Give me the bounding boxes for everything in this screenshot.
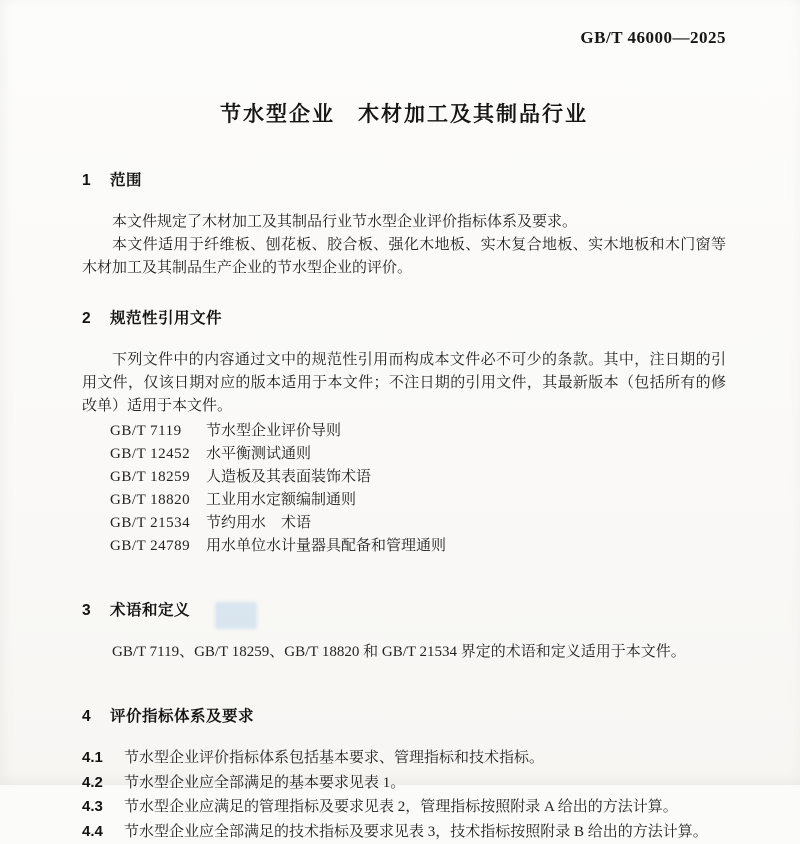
- section-4-number: 4: [82, 708, 96, 726]
- reference-item: [110, 466, 726, 489]
- section-4-heading: [82, 704, 726, 726]
- section-1-title: 范围: [110, 172, 142, 189]
- section-3-heading: [82, 598, 726, 620]
- section-2-number: 2: [82, 310, 96, 328]
- section-1-paragraph: 本文件规定了木材加工及其制品行业节水型企业评价指标体系及要求。: [82, 211, 726, 234]
- page-title: 节水型企业 木材加工及其制品行业: [82, 98, 726, 128]
- section-3-number: 3: [82, 602, 96, 620]
- clause-4-4: [82, 820, 726, 844]
- clause-number: 4.4: [82, 820, 110, 844]
- reference-title: 人造板及其表面装饰术语: [206, 469, 371, 485]
- section-4-title: 评价指标体系及要求: [110, 708, 254, 725]
- section-1-heading: [82, 168, 726, 190]
- clause-4-1: [82, 746, 726, 771]
- reference-item: [110, 489, 726, 512]
- reference-item: [110, 535, 726, 558]
- reference-title: 用水单位水计量器具配备和管理通则: [206, 538, 446, 554]
- reference-item: [110, 420, 726, 443]
- section-2-title: 规范性引用文件: [110, 310, 222, 327]
- reference-code: GB/T 7119: [110, 420, 206, 443]
- section-1-number: 1: [82, 172, 96, 190]
- reference-title: 水平衡测试通则: [206, 446, 311, 462]
- section-2-paragraph: 下列文件中的内容通过文中的规范性引用而构成本文件必不可少的条款。其中，注日期的引用文件，仅该日期对应的版本适用于本文件；不注日期的引用文件，其最新版本（包括所有的修改单）适用于本文件。: [82, 349, 726, 418]
- clause-text: 节水型企业评价指标体系包括基本要求、管理指标和技术指标。: [124, 750, 544, 766]
- reference-code: GB/T 12452: [110, 443, 206, 466]
- reference-code: GB/T 18259: [110, 466, 206, 489]
- clause-number: 4.3: [82, 795, 110, 819]
- clause-number: 4.2: [82, 771, 110, 795]
- clause-4-3: [82, 795, 726, 820]
- clause-list: [82, 746, 726, 844]
- reference-title: 节水型企业评价导则: [206, 423, 341, 439]
- standard-number: GB/T 46000—2025: [82, 28, 726, 48]
- clause-number: 4.1: [82, 746, 110, 770]
- clause-text: 节水型企业应全部满足的技术指标及要求见表 3，技术指标按照附录 B 给出的方法计算。: [124, 824, 708, 840]
- section-3-title: 术语和定义: [110, 602, 190, 619]
- section-3-paragraph: GB/T 7119、GB/T 18259、GB/T 18820 和 GB/T 21534 界定的术语和定义适用于本文件。: [82, 641, 726, 664]
- reference-code: GB/T 18820: [110, 489, 206, 512]
- clause-text: 节水型企业应满足的管理指标及要求见表 2，管理指标按照附录 A 给出的方法计算。: [124, 799, 678, 815]
- reference-item: [110, 512, 726, 535]
- reference-code: GB/T 21534: [110, 512, 206, 535]
- reference-title: 工业用水定额编制通则: [206, 492, 356, 508]
- reference-title: 节约用水 术语: [206, 515, 311, 531]
- normative-references-list: [110, 420, 726, 558]
- reference-item: [110, 443, 726, 466]
- clause-text: 节水型企业应全部满足的基本要求见表 1。: [124, 775, 405, 791]
- reference-code: GB/T 24789: [110, 535, 206, 558]
- clause-4-2: [82, 771, 726, 796]
- section-2-heading: [82, 306, 726, 328]
- section-1-paragraph: 本文件适用于纤维板、刨花板、胶合板、强化木地板、实木复合地板、实木地板和木门窗等木材加工及其制品生产企业的节水型企业的评价。: [82, 234, 726, 280]
